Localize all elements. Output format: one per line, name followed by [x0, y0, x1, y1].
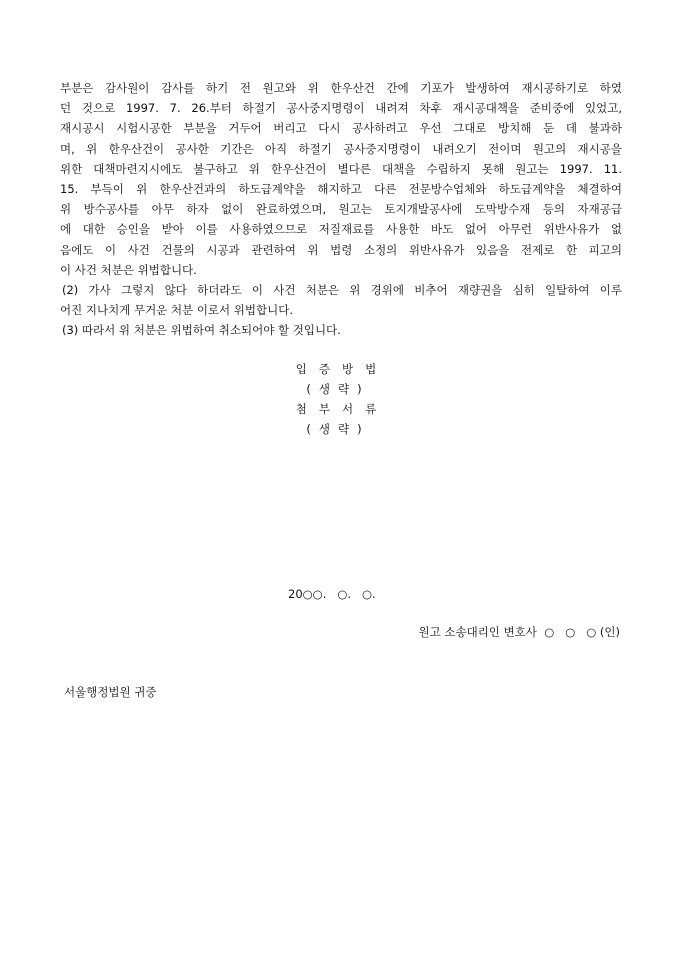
date-line: 20○○. ○. ○.: [288, 587, 376, 601]
body-line-7: 위 방수공사를 아무 하자 없이 완료하였으며, 원고는 토지개발공사에 도막방수재 등의 자재공급: [60, 202, 622, 217]
attachments-note: (생략): [306, 422, 370, 436]
signer-line: 원고 소송대리인 변호사 ○ ○ ○ (인): [418, 625, 620, 639]
body-line-6: 15. 부득이 위 한우산건과의 하도급계약을 해지하고 다른 전문방수업체와 하도급계약을 체결하여: [60, 181, 622, 196]
item-2-line-2: 어진 지나치게 무거운 처분 이로서 위법합니다.: [60, 303, 294, 318]
item-3: (3) 따라서 위 처분은 위법하여 취소되어야 할 것입니다.: [62, 323, 341, 337]
body-line-5: 위한 대책마련지시에도 불구하고 위 한우산건이 별다른 대책을 수립하지 못해 원고는 1997. 11.: [60, 161, 622, 176]
item-2-line-1: (2) 가사 그렇지 않다 하더라도 이 사건 처분은 위 경위에 비추어 재량권을 심히 일탈하여 이루: [62, 283, 622, 297]
body-paragraph: [60, 78, 622, 280]
body-line-8: 에 대한 승인을 받아 이를 사용하였으므로 저질재료를 사용한 바도 없어 아무런 위반사유가 없: [60, 222, 622, 237]
body-line-1: 부분은 감사원이 감사를 하기 전 원고와 위 한우산건 간에 기포가 발생하여 재시공하기로 하였: [60, 81, 622, 95]
body-line-3: 재시공시 시험시공한 부분을 거두어 버리고 다시 공사하려고 우선 그대로 방치해 둔 데 불과하: [60, 121, 622, 136]
body-line-9: 음에도 이 사건 건물의 시공과 관련하여 위 법령 소정의 위반사유가 있음을 전제로 한 피고의: [60, 242, 622, 257]
attachments-heading: 첨부서류: [295, 402, 389, 416]
evidence-heading: 입증방법: [295, 362, 389, 376]
body-line-10: 이 사건 처분은 위법합니다.: [60, 262, 197, 277]
court-addressee: 서울행정법원 귀중: [64, 685, 157, 699]
body-line-4: 며, 위 한우산건이 공사한 기간은 아직 하절기 공사중지명령이 내려오기 전이며 원고의 재시공을: [60, 141, 622, 156]
body-line-2: 던 것으로 1997. 7. 26.부터 하절기 공사중지명령이 내려져 차후 재시공대책을 준비중에 있었고,: [60, 101, 622, 116]
item-2: [62, 280, 622, 320]
evidence-note: (생략): [306, 382, 370, 396]
